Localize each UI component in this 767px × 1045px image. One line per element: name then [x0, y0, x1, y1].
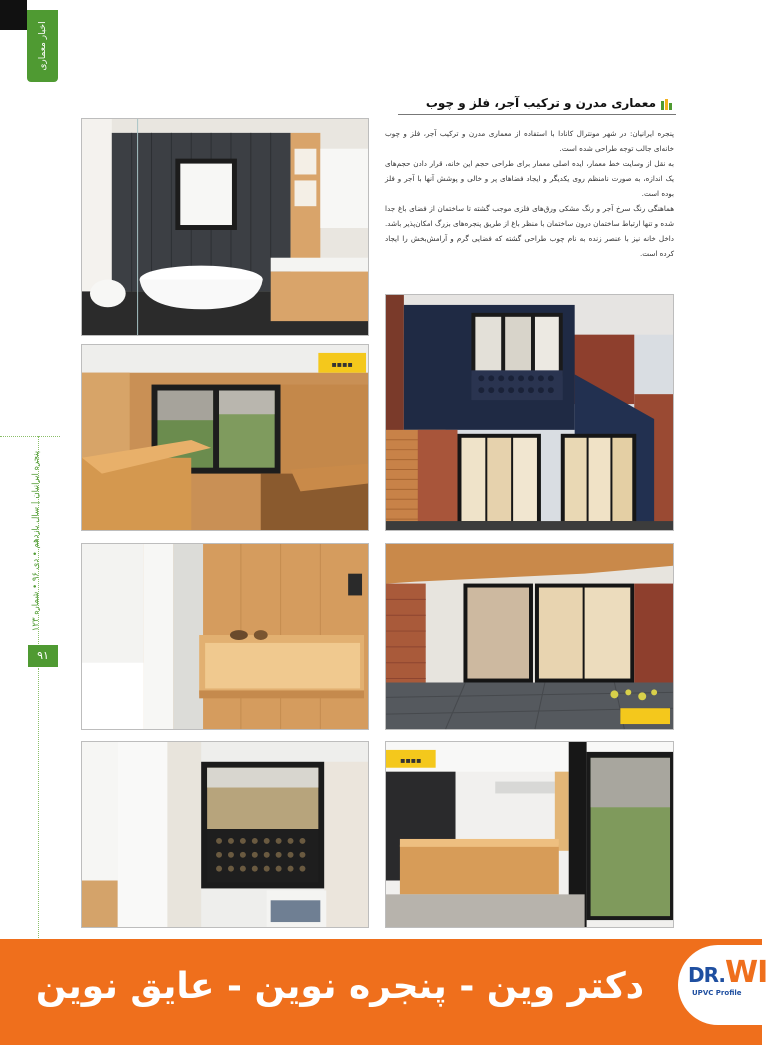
magazine-info [23, 436, 49, 646]
svg-text:▪▪▪▪: ▪▪▪▪ [400, 755, 422, 765]
section-label: اخبار معماری [37, 21, 48, 71]
photo-patio [385, 543, 674, 730]
logo-subtitle: UPVC Profile [692, 989, 742, 997]
sidebar-vertical-line-lower [38, 668, 39, 938]
section-tab [27, 10, 58, 82]
article-body [385, 126, 674, 261]
brand-logo [678, 945, 767, 1025]
photo-balcony [81, 741, 369, 928]
photo-kitchen-island [385, 741, 674, 928]
top-corner-bar [0, 0, 27, 30]
photo-wood-niche [81, 543, 369, 730]
article-title-row [410, 94, 674, 112]
photo-kitchen [81, 344, 369, 531]
article-paragraph: هماهنگی رنگ سرخ آجر و رنگ مشکی ورق‌های فلزی موجب گشته تا ساختمان از فضای باغ جدا شده و تنها ارتباط ساختمان درون ساختمان با منظر باغ از طریق پنجره‌های بزرگ امکان‌پذیر باشد. داخل خانه نیز با عنصر زنده به نام چوب طراحی گشته که فضایی گرم و آرامش‌بخش را ایجاد کرده است. [385, 204, 674, 258]
logo-main-text [688, 955, 767, 990]
title-underline [398, 114, 676, 115]
article-paragraph: پنجره ایرانیان: در شهر مونترال کانادا با استفاده از معماری مدرن و ترکیب آجر، فلز و چوب خانه‌ای جالب توجه طراحی شده است. [385, 129, 674, 153]
article-title: معماری مدرن و ترکیب آجر، فلز و چوب [425, 96, 656, 110]
magazine-info-text: پنجره ایرانیان | سال یازدهم • دی ۹۶ • شماره ۱۲۳ [31, 450, 41, 632]
house-icon [660, 96, 674, 110]
article-paragraph: به نقل از وسایت خط معمار، ایده اصلی معمار برای طراحی حجم این خانه، قرار دادن حجم‌های یک اندازه، به صورت نامنظم روی یکدیگر و ایجاد فضاهای پر و خالی و پوشش آنها با آجر و فلز بوده است. [385, 159, 674, 198]
photo-bathroom [81, 118, 369, 336]
logo-suffix: WI [724, 955, 767, 990]
footer-slogan: دکتر وین - پنجره نوین - عایق نوین [35, 966, 645, 1007]
photo-exterior [385, 294, 674, 531]
svg-text:▪▪▪▪: ▪▪▪▪ [331, 359, 353, 369]
logo-prefix: DR. [688, 963, 725, 987]
page-number: ۹۱ [28, 645, 58, 667]
